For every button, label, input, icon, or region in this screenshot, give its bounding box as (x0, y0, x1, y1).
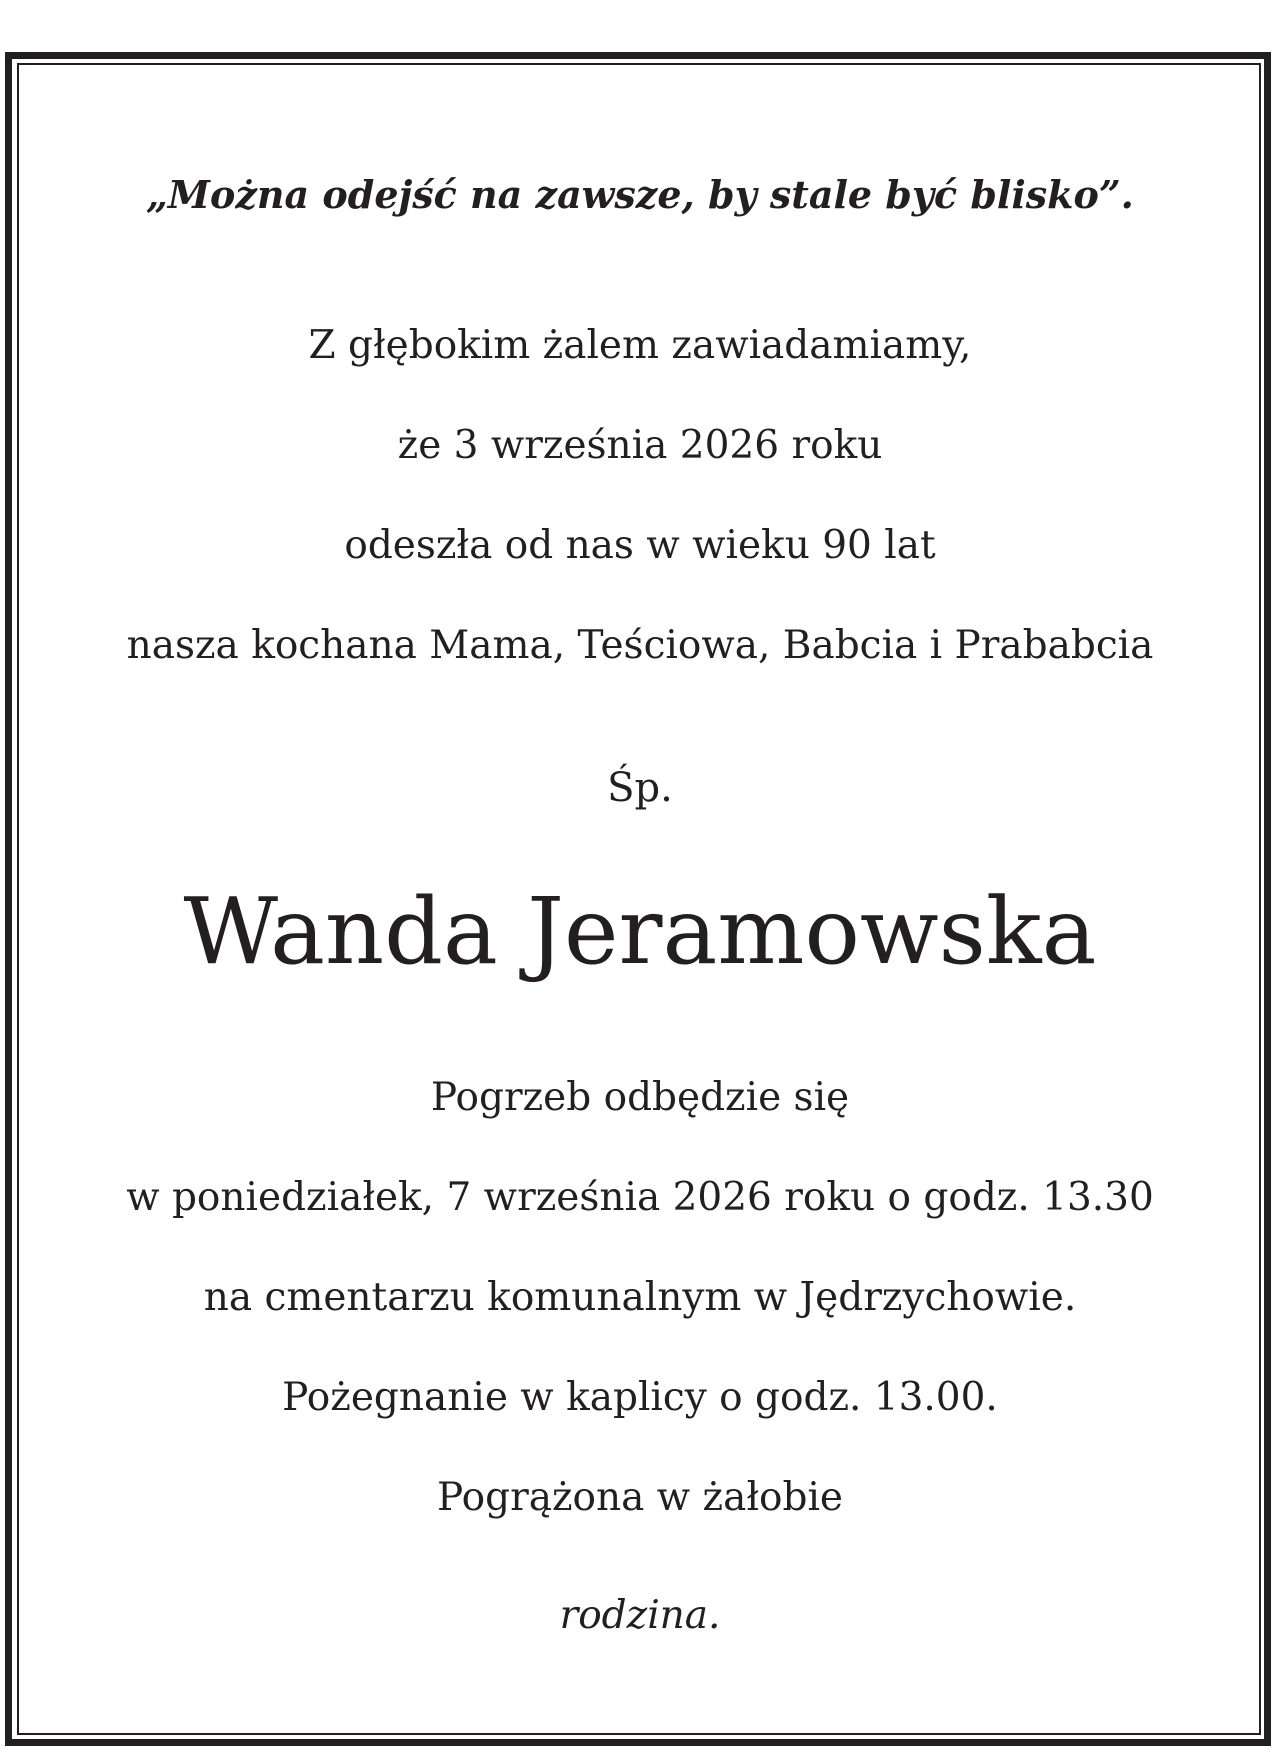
funeral-line-3: na cmentarzu komunalnym w Jędrzychowie. (203, 1275, 1077, 1320)
funeral-line-1: Pogrzeb odbędzie się (430, 1075, 850, 1120)
motto-quote: „Można odejść na zawsze, by stale być blisko”. (146, 172, 1134, 217)
announcement-line-4: nasza kochana Mama, Teściowa, Babcia i Prababcia (126, 623, 1154, 668)
signature: rodzina. (559, 1593, 721, 1638)
announcement-line-2: że 3 września 2026 roku (397, 423, 883, 468)
announcement-line-1: Z głębokim żalem zawiadamiamy, (308, 323, 972, 368)
funeral-line-2: w poniedziałek, 7 września 2026 roku o godz. 13.30 (126, 1175, 1154, 1220)
announcement-line-3: odeszła od nas w wieku 90 lat (344, 523, 936, 568)
mourning-line: Pogrążona w żałobie (436, 1475, 843, 1520)
deceased-name: Wanda Jeramowska (183, 878, 1097, 985)
honorific: Śp. (607, 765, 673, 811)
farewell-line: Pożegnanie w kaplicy o godz. 13.00. (282, 1375, 998, 1420)
